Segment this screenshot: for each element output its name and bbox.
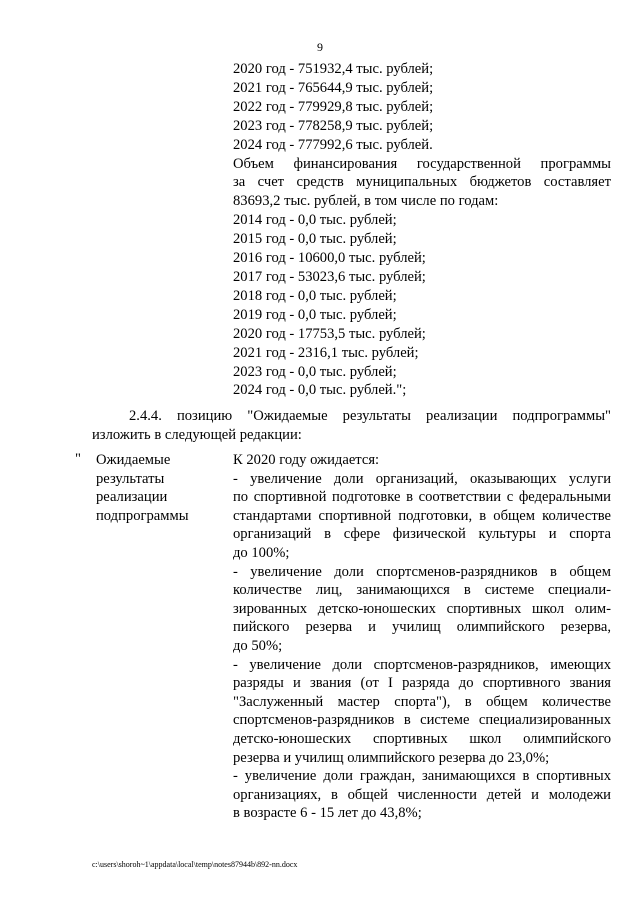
item-line: в возрасте 6 - 15 лет до 43,8%;: [233, 805, 422, 822]
item-line: до 50%;: [233, 637, 283, 654]
financing-line: 2019 год - 0,0 тыс. рублей;: [233, 306, 397, 323]
financing-line: 2020 год - 17753,5 тыс. рублей;: [233, 325, 426, 342]
item-line: - увеличение доли граждан, занимающихся в спортивных: [233, 768, 611, 785]
financing-line: 2021 год - 2316,1 тыс. рублей;: [233, 344, 419, 361]
paragraph-line: Объем финансирования государственной программы: [233, 155, 611, 172]
results-intro: К 2020 году ожидается:: [233, 452, 380, 468]
table-content-cell: [233, 451, 611, 823]
financing-line: 2016 год - 10600,0 тыс. рублей;: [233, 250, 426, 267]
item-line: - увеличение доли спортсменов-разрядников в общем: [233, 563, 611, 580]
financing-line: 2024 год - 777992,6 тыс. рублей.: [233, 136, 433, 153]
financing-line: 2024 год - 0,0 тыс. рублей.";: [233, 382, 407, 399]
table-label-cell: [96, 451, 221, 525]
position-instruction: [92, 407, 611, 444]
item-line: - увеличение доли спортсменов-разрядников, имеющих: [233, 656, 611, 673]
item-line: - увеличение доли организаций, оказывающих услуги: [233, 470, 611, 487]
label-line: реализации: [96, 489, 168, 505]
item-line: спортсменов-разрядников в системе специализированных: [233, 712, 611, 729]
item-line: до 100%;: [233, 544, 290, 561]
financing-line: 2017 год - 53023,6 тыс. рублей;: [233, 268, 426, 285]
financing-list-municipal: [233, 211, 611, 400]
item-line: по спортивной подготовке в соответствии с федеральными: [233, 489, 611, 506]
item-line: стандартами спортивной подготовки, в общем количестве: [233, 507, 611, 524]
instruction-line: изложить в следующей редакции:: [92, 426, 302, 443]
page-number: 9: [317, 40, 323, 54]
municipal-financing-paragraph: [233, 155, 611, 212]
financing-list-regional: [233, 60, 611, 155]
label-line: подпрограммы: [96, 507, 189, 524]
item-line: количестве лиц, занимающихся в системе специали-: [233, 582, 611, 599]
financing-line: 2015 год - 0,0 тыс. рублей;: [233, 231, 397, 248]
result-item: [233, 470, 611, 563]
item-line: зированных детско-юношеских спортивных школ олим-: [233, 600, 611, 617]
financing-line: 2023 год - 0,0 тыс. рублей;: [233, 363, 397, 380]
item-line: детско-юношеских спортивных школ олимпийского: [233, 730, 611, 747]
instruction-line: 2.4.4. позицию "Ожидаемые результаты реализации подпрограммы": [129, 408, 611, 424]
paragraph-line: 83693,2 тыс. рублей, в том числе по годам:: [233, 193, 499, 210]
financing-line: 2014 год - 0,0 тыс. рублей;: [233, 212, 397, 229]
label-line: Ожидаемые: [96, 452, 171, 468]
label-line: результаты: [96, 470, 165, 487]
footer-file-path: c:\users\shoroh~1\appdata\local\temp\notes87944b\892-nn.docx: [92, 860, 298, 869]
item-line: "Заслуженный мастер спорта"), в общем количестве: [233, 693, 611, 710]
result-item: [233, 656, 611, 768]
open-quote: ": [75, 451, 81, 467]
paragraph-line: за счет средств муниципальных бюджетов составляет: [233, 174, 611, 191]
item-line: резерва и училищ олимпийского резерва до 23,0%;: [233, 749, 550, 766]
financing-line: 2023 год - 778258,9 тыс. рублей;: [233, 117, 434, 134]
result-item: [233, 767, 611, 823]
item-line: организаций в сфере физической культуры и спорта: [233, 526, 611, 543]
item-line: разряды и звания (от I разряда до спортивного звания: [233, 675, 611, 692]
result-item: [233, 563, 611, 656]
item-line: пийского резерва и училищ олимпийского резерва,: [233, 619, 611, 636]
financing-line: 2020 год - 751932,4 тыс. рублей;: [233, 61, 434, 77]
financing-line: 2018 год - 0,0 тыс. рублей;: [233, 287, 397, 304]
financing-line: 2021 год - 765644,9 тыс. рублей;: [233, 79, 434, 96]
financing-line: 2022 год - 779929,8 тыс. рублей;: [233, 98, 434, 115]
item-line: организациях, в общей численности детей и молодежи: [233, 786, 611, 803]
financing-block: [233, 60, 611, 400]
